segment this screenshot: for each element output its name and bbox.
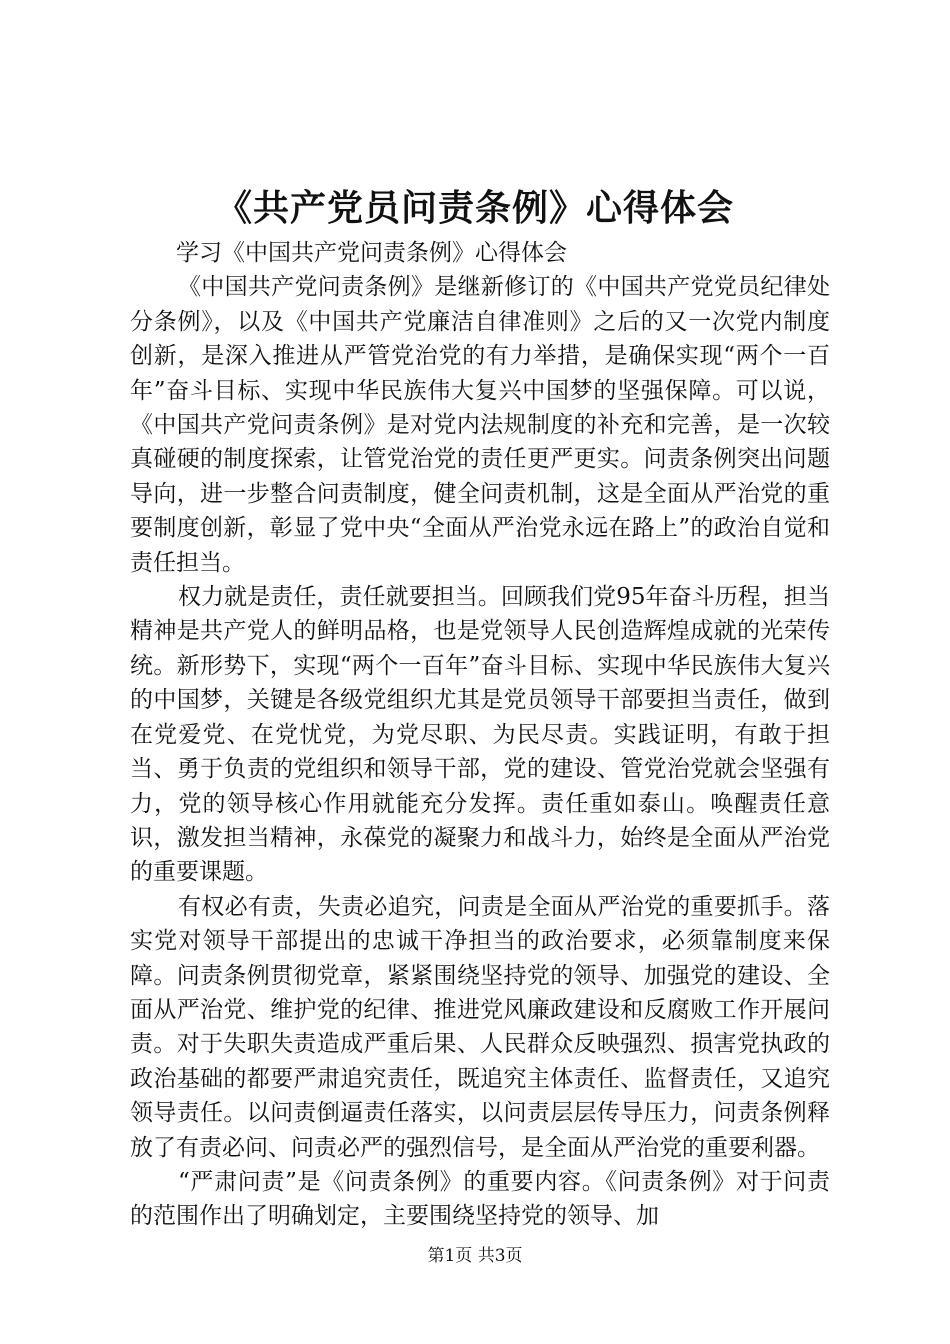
paragraph-3: 有权必有责，失责必追究，问责是全面从严治党的重要抓手。落实党对领导干部提出的忠诚干净担当的政治要求，必须靠制度来保障。问责条例贯彻党章，紧紧围绕坚持党的领导、加强党的建设、全面从严治党、维护党的纪律、推进党风廉政建设和反腐败工作开展问责。对于失职失责造成严重后果、人民群众反映强烈、损害党执政的政治基础的都要严肃追究责任，既追究主体责任、监督责任，又追究领导责任。以问责倒逼责任落实，以问责层层传导压力，问责条例释放了有责必问、问责必严的强烈信号，是全面从严治党的重要利器。 xyxy=(130,893,830,1161)
document-subtitle: 学习《中国共产党问责条例》心得体会 xyxy=(176,240,567,266)
document-title: 《共产党员问责条例》心得体会 xyxy=(215,188,734,229)
paragraph-2: 权力就是责任，责任就要担当。回顾我们党95年奋斗历程，担当精神是共产党人的鲜明品格，也是党领导人民创造辉煌成就的光荣传统。新形势下，实现“两个一百年”奋斗目标、实现中华民族伟大复兴的中国梦，关键是各级党组织尤其是党员领导干部要担当责任，做到在党爱党、在党忧党，为党尽职、为民尽责。实践证明，有敢于担当、勇于负责的党组织和领导干部，党的建设、管党治党就会坚强有力，党的领导核心作用就能充分发挥。责任重如泰山。唤醒责任意识，激发担当精神，永葆党的凝聚力和战斗力，始终是全面从严治党的重要课题。 xyxy=(130,584,830,886)
paragraph-1: 《中国共产党问责条例》是继新修订的《中国共产党党员纪律处分条例》，以及《中国共产党廉洁自律准则》之后的又一次党内制度创新，是深入推进从严管党治党的有力举措，是确保实现“两个一百年”奋斗目标、实现中华民族伟大复兴中国梦的坚强保障。可以说，《中国共产党问责条例》是对党内法规制度的补充和完善，是一次较真碰硬的制度探索，让管党治党的责任更严更实。问责条例突出问题导向，进一步整合问责制度，健全问责机制，这是全面从严治党的重要制度创新，彰显了党中央“全面从严治党永远在路上”的政治自觉和责任担当。 xyxy=(130,274,830,576)
page-footer: 第1页 共3页 xyxy=(427,1246,523,1266)
document-body xyxy=(130,236,830,1234)
paragraph-4: “严肃问责”是《问责条例》的重要内容。《问责条例》对于问责的范围作出了明确划定，主要围绕坚持党的领导、加 xyxy=(130,1168,830,1230)
